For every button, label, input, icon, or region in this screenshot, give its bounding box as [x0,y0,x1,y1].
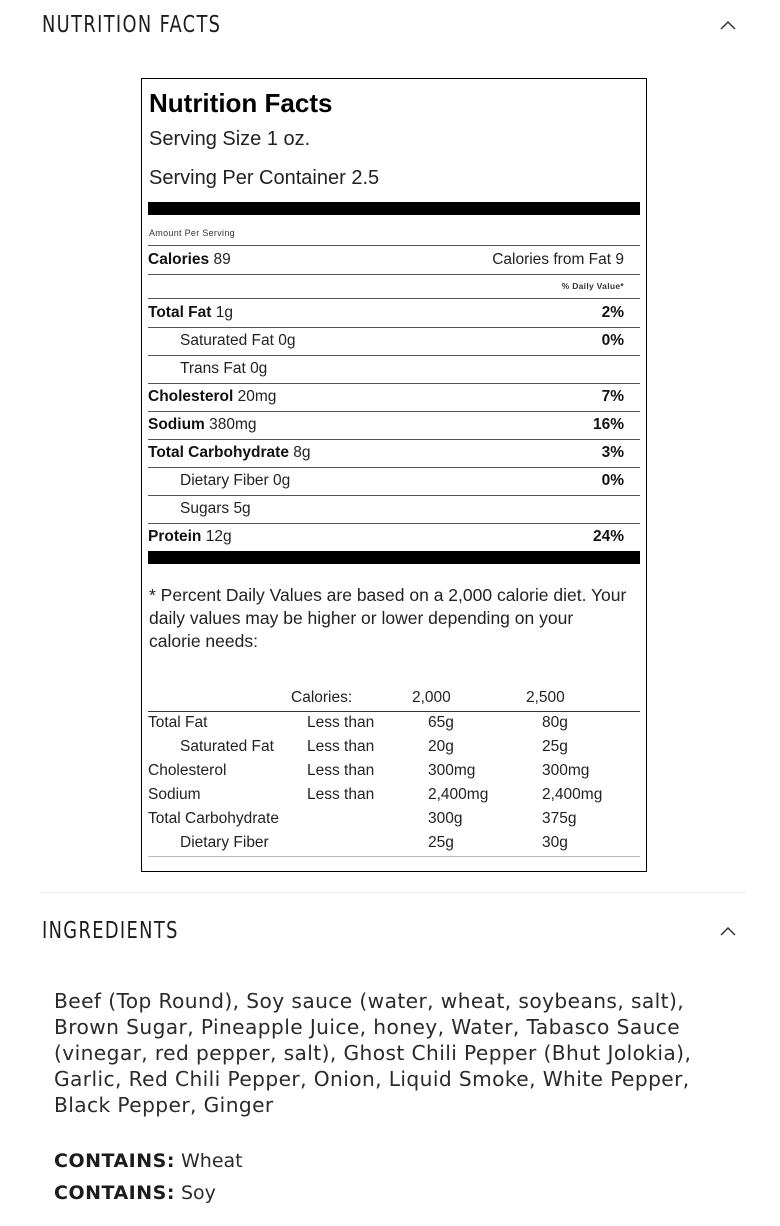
nutrient-row [148,355,624,383]
allergen: Soy [181,1182,216,1204]
nutrient-amount: 20mg [237,388,277,405]
nutrient-label: Total Carbohydrate [148,444,289,461]
dv-qualifier: Less than [307,786,375,803]
dv-qualifier: Less than [307,762,375,779]
dv-value-2500: 2,400mg [542,786,603,803]
allergen: Wheat [181,1150,243,1172]
dv-nutrient: Total Carbohydrate [148,810,279,827]
nutrition-facts-panel [141,78,647,872]
column-2500-header: 2,500 [526,689,565,706]
thick-divider [148,551,640,564]
dv-qualifier: Less than [307,738,375,755]
nutrition-section-header[interactable] [42,12,742,38]
nutrient-amount: 8g [293,444,311,461]
nutrient-label: Trans Fat [180,360,246,377]
dv-value-2000: 2,400mg [428,786,489,803]
chevron-up-icon[interactable] [714,14,742,36]
nutrient-label: Saturated Fat [180,332,274,349]
daily-value-footnote: * Percent Daily Values are based on a 2,000 calorie diet. Your daily values may be higher or lower depending on your calorie needs: [149,585,627,651]
ingredients-section-title: INGREDIENTS [42,918,179,944]
dv-nutrient: Saturated Fat [180,738,274,755]
dv-nutrient: Sodium [148,786,201,803]
nutrient-label: Sodium [148,416,205,433]
section-divider [40,892,746,893]
dv-value-2500: 300mg [542,762,590,779]
nutrient-label: Cholesterol [148,388,234,405]
nutrient-daily-value: 2% [601,304,624,321]
ingredients-text: Beef (Top Round), Soy sauce (water, wheat, soybeans, salt), Brown Sugar, Pineapple Juice, honey, Water, Tabasco Sauce (vinegar, red pepper, salt), Ghost Chili Pepper (Bhut Jolokia), Garlic, Red Chili Pepper, Onion, Liquid Smoke, White Pepper, Black Pepper, Ginger [54,989,692,1117]
nutrient-label: Protein [148,528,202,545]
dv-value-2000: 20g [428,738,454,755]
nutrient-amount: 12g [205,528,232,545]
divider [148,711,640,712]
nutrient-row [148,411,624,439]
dv-nutrient: Total Fat [148,714,208,731]
ingredients-section-header[interactable] [42,918,742,944]
nutrient-daily-value: 0% [601,332,624,349]
nutrient-row [148,495,624,523]
nutrient-amount: 5g [233,500,251,517]
dv-value-2500: 25g [542,738,568,755]
divider [148,856,640,857]
nutrient-label: Dietary Fiber [180,472,269,489]
nutrient-row [148,467,624,495]
servings-per-container: Serving Per Container 2.5 [149,167,380,189]
contains-label: CONTAINS: [54,1150,175,1172]
nutrient-row [148,327,624,355]
calories-row [148,246,624,274]
divider [148,274,640,275]
contains-line [54,1182,216,1204]
nutrient-daily-value: 24% [592,528,624,545]
contains-label: CONTAINS: [54,1182,175,1204]
nutrient-label: Sugars [180,500,230,517]
nutrition-section-title: NUTRITION FACTS [42,12,222,38]
dv-value-2000: 300mg [428,762,476,779]
nutrient-label: Total Fat [148,304,212,321]
serving-size: Serving Size 1 oz. [149,128,311,150]
dv-value-2500: 375g [542,810,577,827]
nutrient-amount: 0g [278,332,296,349]
nutrition-facts-title: Nutrition Facts [149,88,333,118]
calories-from-fat: Calories from Fat 9 [492,251,624,268]
chevron-up-icon[interactable] [714,920,742,942]
nutrient-row [148,439,624,467]
dv-qualifier: Less than [307,714,375,731]
nutrient-amount: 0g [273,472,291,489]
calories-label: Calories [148,251,210,268]
contains-line [54,1150,243,1172]
calories-header: Calories: [291,689,353,706]
nutrient-row [148,523,624,551]
dv-nutrient: Cholesterol [148,762,227,779]
dv-value-2500: 30g [542,834,568,851]
nutrient-daily-value: 3% [601,444,624,461]
dv-value-2000: 300g [428,810,463,827]
amount-per-serving: Amount Per Serving [149,228,235,238]
nutrient-amount: 380mg [209,416,257,433]
dv-nutrient: Dietary Fiber [180,834,269,851]
nutrient-daily-value: 7% [601,388,624,405]
nutrient-amount: 0g [250,360,268,377]
thick-divider [148,202,640,215]
daily-value-header: % Daily Value* [561,281,624,291]
nutrient-daily-value: 16% [592,416,624,433]
calories-value: 89 [213,251,231,268]
nutrient-row [148,299,624,327]
nutrient-amount: 1g [215,304,233,321]
daily-value-table-header [148,689,640,711]
nutrient-row [148,383,624,411]
nutrient-daily-value: 0% [601,472,624,489]
dv-value-2000: 65g [428,714,454,731]
dv-value-2500: 80g [542,714,568,731]
column-2000-header: 2,000 [412,689,451,706]
dv-value-2000: 25g [428,834,454,851]
